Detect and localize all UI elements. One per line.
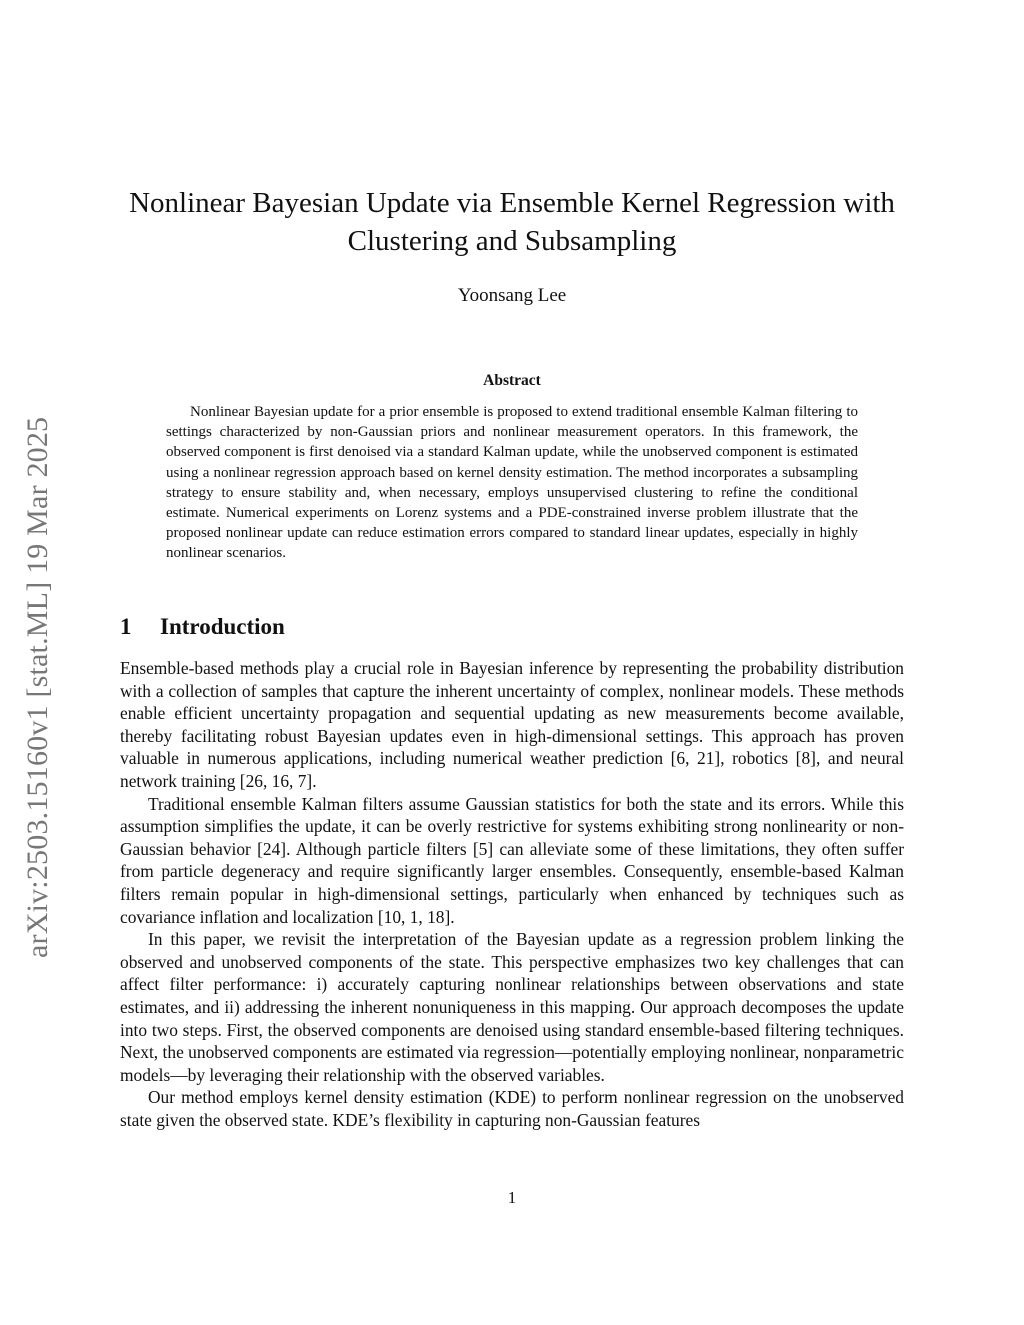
paragraph: Traditional ensemble Kalman filters assume Gaussian statistics for both the state and its errors. While this assumption simplifies the update, it can be overly restrictive for systems exhibiting strong nonlinearity or non-Gaussian behavior [24]. Although particle filters [5] can alleviate some of these limitations, they often suffer from particle degeneracy and require significantly larger ensembles. Consequently, ensemble-based Kalman filters remain popular in high-dimensional settings, particularly when enhanced by techniques such as covariance inflation and localization [10, 1, 18]. xyxy=(120,793,904,927)
arxiv-identifier: arXiv:2503.15160v1 [stat.ML] 19 Mar 2025 xyxy=(21,416,54,958)
author-name: Yoonsang Lee xyxy=(457,285,567,306)
section-title: Introduction xyxy=(160,614,285,639)
section-number: 1 xyxy=(120,614,132,639)
page-number: 1 xyxy=(507,1188,517,1207)
paragraph: In this paper, we revisit the interpretation of the Bayesian update as a regression problem linking the observed and unobserved components of the state. This perspective emphasizes two key challenges that can affect filter performance: i) accurately capturing nonlinear relationships between observations and state estimates, and ii) addressing the inherent nonuniqueness in this mapping. Our approach decomposes the update into two steps. First, the observed components are denoised using standard ensemble-based filtering techniques. Next, the unobserved components are estimated via regression—potentially employing nonlinear, nonparametric models—by leveraging their relationship with the observed variables. xyxy=(120,929,904,1085)
abstract-heading: Abstract xyxy=(483,372,541,389)
section-heading xyxy=(120,612,904,642)
abstract-text: Nonlinear Bayesian update for a prior ensemble is proposed to extend traditional ensemble Kalman filtering to settings characterized by non-Gaussian priors and nonlinear measurement operators. In this framework, the observed component is first denoised via a standard Kalman update, while the unobserved component is estimated using a nonlinear regression approach based on kernel density estimation. The method incorporates a subsampling strategy to ensure stability and, when necessary, employs unsupervised clustering to refine the conditional estimate. Numerical experiments on Lorenz systems and a PDE-constrained inverse problem illustrate that the proposed nonlinear update can reduce estimation errors compared to standard linear updates, especially in highly nonlinear scenarios. xyxy=(166,404,858,562)
introduction-body xyxy=(120,657,904,1131)
paragraph: Our method employs kernel density estimation (KDE) to perform nonlinear regression on the unobserved state given the observed state. KDE’s flexibility in capturing non-Gaussian features xyxy=(120,1087,904,1130)
paper-title: Nonlinear Bayesian Update via Ensemble Kernel Regression with Clustering and Subsampling xyxy=(129,187,895,257)
paragraph: Ensemble-based methods play a crucial role in Bayesian inference by representing the probability distribution with a collection of samples that capture the inherent uncertainty of complex, nonlinear models. These methods enable efficient uncertainty propagation and sequential updating as new measurements become available, thereby facilitating robust Bayesian updates even in high-dimensional settings. This approach has proven valuable in numerous applications, including numerical weather prediction [6, 21], robotics [8], and neural network training [26, 16, 7]. xyxy=(120,658,904,791)
